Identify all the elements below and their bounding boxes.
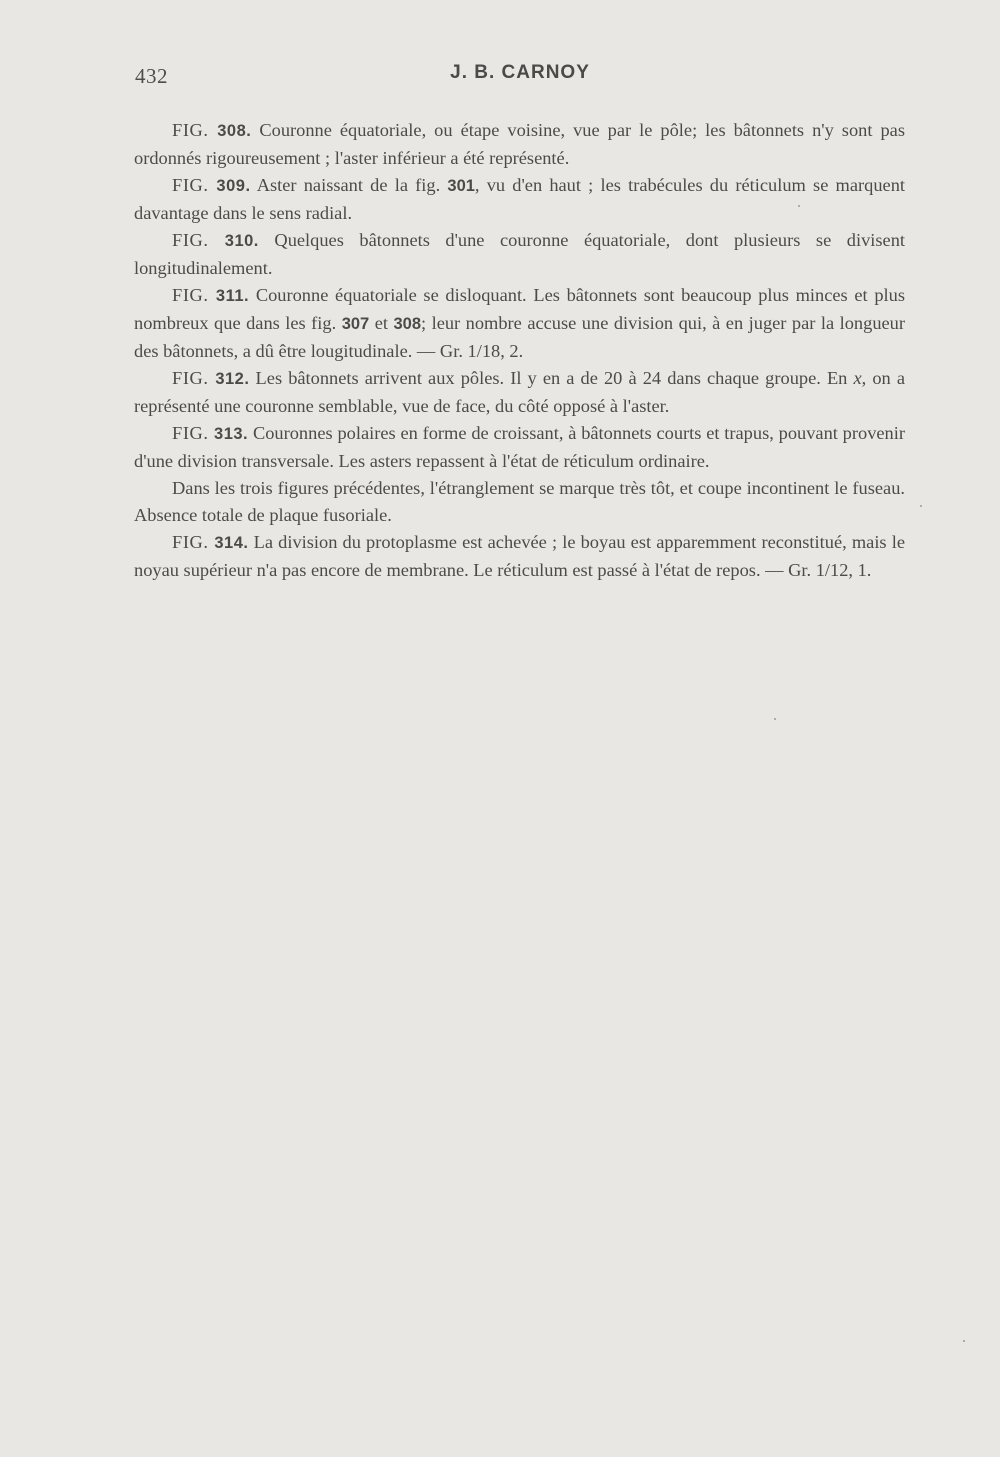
figure-reference: 308 <box>393 315 421 333</box>
figure-number: 311. <box>215 287 250 305</box>
caption-paragraph <box>134 227 905 282</box>
caption-text: , vu d'en haut ; les trabécules du réticulum se marquent davantage dans le sens radial. <box>134 175 905 223</box>
figure-captions <box>134 117 905 584</box>
figure-label: FIG. <box>172 120 218 140</box>
figure-reference: 301 <box>447 177 475 195</box>
caption-text: Couronnes polaires en forme de croissant, à bâtonnets courts et trapus, pouvant provenir d'une division transversale. Les asters repassent à l'état de réticulum ordinaire. <box>134 423 905 471</box>
caption-text: Couronne équatoriale se disloquant. Les bâtonnets sont beaucoup plus minces et plus nombreux que dans les fig. <box>134 285 905 333</box>
caption-paragraph <box>134 282 905 365</box>
paper-speck <box>774 718 776 720</box>
figure-label: FIG. <box>172 285 216 305</box>
paper-speck <box>963 1340 965 1342</box>
figure-number: 308. <box>217 122 252 140</box>
figure-label: FIG. <box>172 230 225 250</box>
caption-text: La division du protoplasme est achevée ; le boyau est apparemment reconstitué, mais le noyau supérieur n'a pas encore de membrane. Le réticulum est passé à l'état de repos. — Gr. 1/12, 1. <box>134 532 905 580</box>
figure-label: FIG. <box>172 423 215 443</box>
caption-paragraph <box>134 117 905 172</box>
caption-paragraph <box>134 420 905 475</box>
caption-text: , on a représenté une couronne semblable, vue de face, du côté opposé à l'aster. <box>134 368 905 416</box>
figure-number: 314. <box>214 534 249 552</box>
caption-text: Dans les trois figures précédentes, l'étranglement se marque très tôt, et coupe incontinent le fuseau. Absence totale de plaque fusoriale. <box>134 478 905 525</box>
figure-label: FIG. <box>172 175 217 195</box>
italic-symbol: x <box>853 368 862 388</box>
caption-paragraph <box>134 172 905 227</box>
caption-text: Les bâtonnets arrivent aux pôles. Il y en a de 20 à 24 dans chaque groupe. En <box>249 368 854 388</box>
figure-number: 310. <box>224 232 259 250</box>
figure-number: 312. <box>215 370 250 388</box>
figure-number: 313. <box>214 425 249 443</box>
caption-text: Couronne équatoriale, ou étape voisine, vue par le pôle; les bâtonnets n'y sont pas ordonnés rigoureusement ; l'aster inférieur a été représenté. <box>134 120 905 168</box>
paper-speck <box>798 205 800 207</box>
caption-text: ; leur nombre accuse une division qui, à en juger par la longueur des bâtonnets, a dû être lougitudinale. — Gr. 1/18, 2. <box>134 313 906 361</box>
page-header <box>135 60 905 94</box>
figure-label: FIG. <box>172 368 216 388</box>
page-number: 432 <box>135 64 168 88</box>
running-head: J. B. CARNOY <box>450 62 590 83</box>
caption-text: Quelques bâtonnets d'une couronne équatoriale, dont plusieurs se divisent longitudinalement. <box>134 230 905 278</box>
figure-number: 309. <box>216 177 251 195</box>
figure-reference: 307 <box>341 315 370 333</box>
paper-speck <box>920 505 922 507</box>
caption-text: et <box>369 313 394 333</box>
caption-paragraph <box>134 529 905 584</box>
note-paragraph <box>134 475 905 529</box>
figure-label: FIG. <box>172 532 215 552</box>
caption-paragraph <box>134 365 905 420</box>
caption-text: Aster naissant de la fig. <box>250 175 448 195</box>
